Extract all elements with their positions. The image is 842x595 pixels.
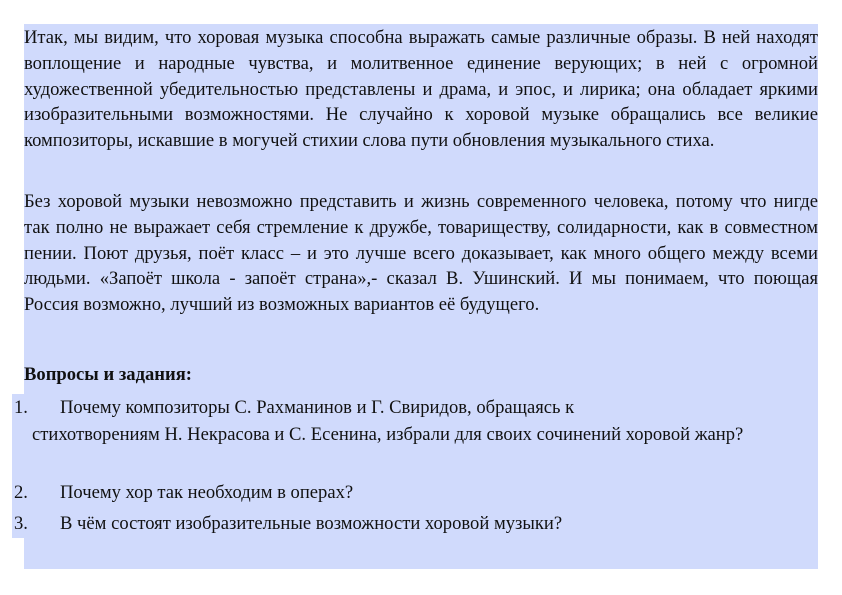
question-number: 2. (14, 482, 28, 503)
paragraph-1: Итак, мы видим, что хоровая музыка способна выражать самые различные образы. В ней находят воплощение и народные чувства, и молитвенное единение верующих; в ней с огромной художественной убедительностью представлены и драма, и эпос, и лирика; она обладает яркими изобразительными возможностями. Не случайно к хоровой музыке обращались все великие композиторы, искавшие в могучей стихии слова пути обновления музыкального стиха. (24, 27, 818, 152)
question-number: 1. (14, 397, 28, 418)
question-item-1 (14, 395, 812, 448)
question-text-line1: Почему хор так необходим в операх? (60, 482, 354, 503)
question-item-2 (14, 480, 812, 507)
question-number: 3. (14, 513, 28, 534)
paragraph-2: Без хоровой музыки невозможно представить и жизнь современного человека, потому что нигде так полно не выражает себя стремление к дружбе, товариществу, солидарности, как в совместном пении. Поют друзья, поёт класс – и это лучше всего доказывает, как много общего между всеми людьми. «Запоёт школа - запоёт страна»,- сказал В. Ушинский. И мы понимаем, что поющая Россия возможно, лучший из возможных вариантов её будущего. (24, 191, 818, 316)
question-text-rest: стихотворениям Н. Некрасова и С. Есенина, избрали для своих сочинений хоровой жанр? (32, 423, 744, 445)
question-item-3 (14, 511, 812, 538)
questions-heading: Вопросы и задания: (24, 364, 192, 385)
question-text-line1: В чём состоят изобразительные возможности хоровой музыки? (60, 513, 563, 534)
question-text-line1: Почему композиторы С. Рахманинов и Г. Свиридов, обращаясь к (60, 397, 575, 418)
